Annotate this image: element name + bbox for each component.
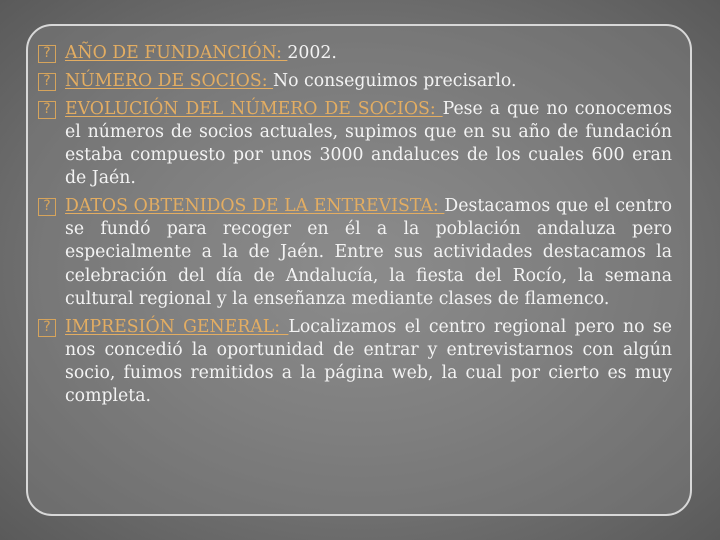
list-item-numero-socios bbox=[38, 70, 672, 93]
slide-content bbox=[38, 42, 672, 413]
list-item-fundacion bbox=[38, 42, 672, 65]
question-box-icon: ? bbox=[38, 101, 56, 119]
list-item-evolucion bbox=[38, 98, 672, 191]
item-label: EVOLUCIÓN DEL NÚMERO DE SOCIOS: bbox=[65, 98, 443, 119]
question-box-icon: ? bbox=[38, 319, 56, 337]
item-text: No conseguimos precisarlo. bbox=[273, 70, 517, 91]
question-box-icon: ? bbox=[38, 198, 56, 216]
item-text: 2002. bbox=[287, 43, 337, 63]
item-text: Pese a que no conocemos el números de socios actuales, supimos que en su año de fundación estaba compuesto por unos 3000 andaluces de los cuales 600 eran de Jaén. bbox=[65, 98, 672, 189]
item-text: Localizamos el centro regional pero no se nos concedió la oportunidad de entrar y entrevistarnos con algún socio, fuimos remitidos a la página web, la cual por cierto es muy completa. bbox=[65, 316, 672, 407]
item-label: NÚMERO DE SOCIOS: bbox=[65, 70, 274, 91]
list-item-impresion-general bbox=[38, 316, 672, 409]
item-text: Destacamos que el centro se fundó para recoger en él a la población andaluza pero especialmente a la de Jaén. Entre sus actividades destacamos la celebración del día de Andalucía, la fiesta del Rocío, la semana cultural regional y la enseñanza mediante clases de flamenco. bbox=[65, 196, 672, 309]
question-box-icon: ? bbox=[38, 45, 56, 63]
item-label: IMPRESIÓN GENERAL: bbox=[65, 316, 289, 337]
question-box-icon: ? bbox=[38, 73, 56, 91]
list-item-datos-entrevista bbox=[38, 195, 672, 311]
item-label: AÑO DE FUNDANCIÓN: bbox=[65, 43, 288, 63]
item-label: DATOS OBTENIDOS DE LA ENTREVISTA: bbox=[65, 196, 445, 216]
